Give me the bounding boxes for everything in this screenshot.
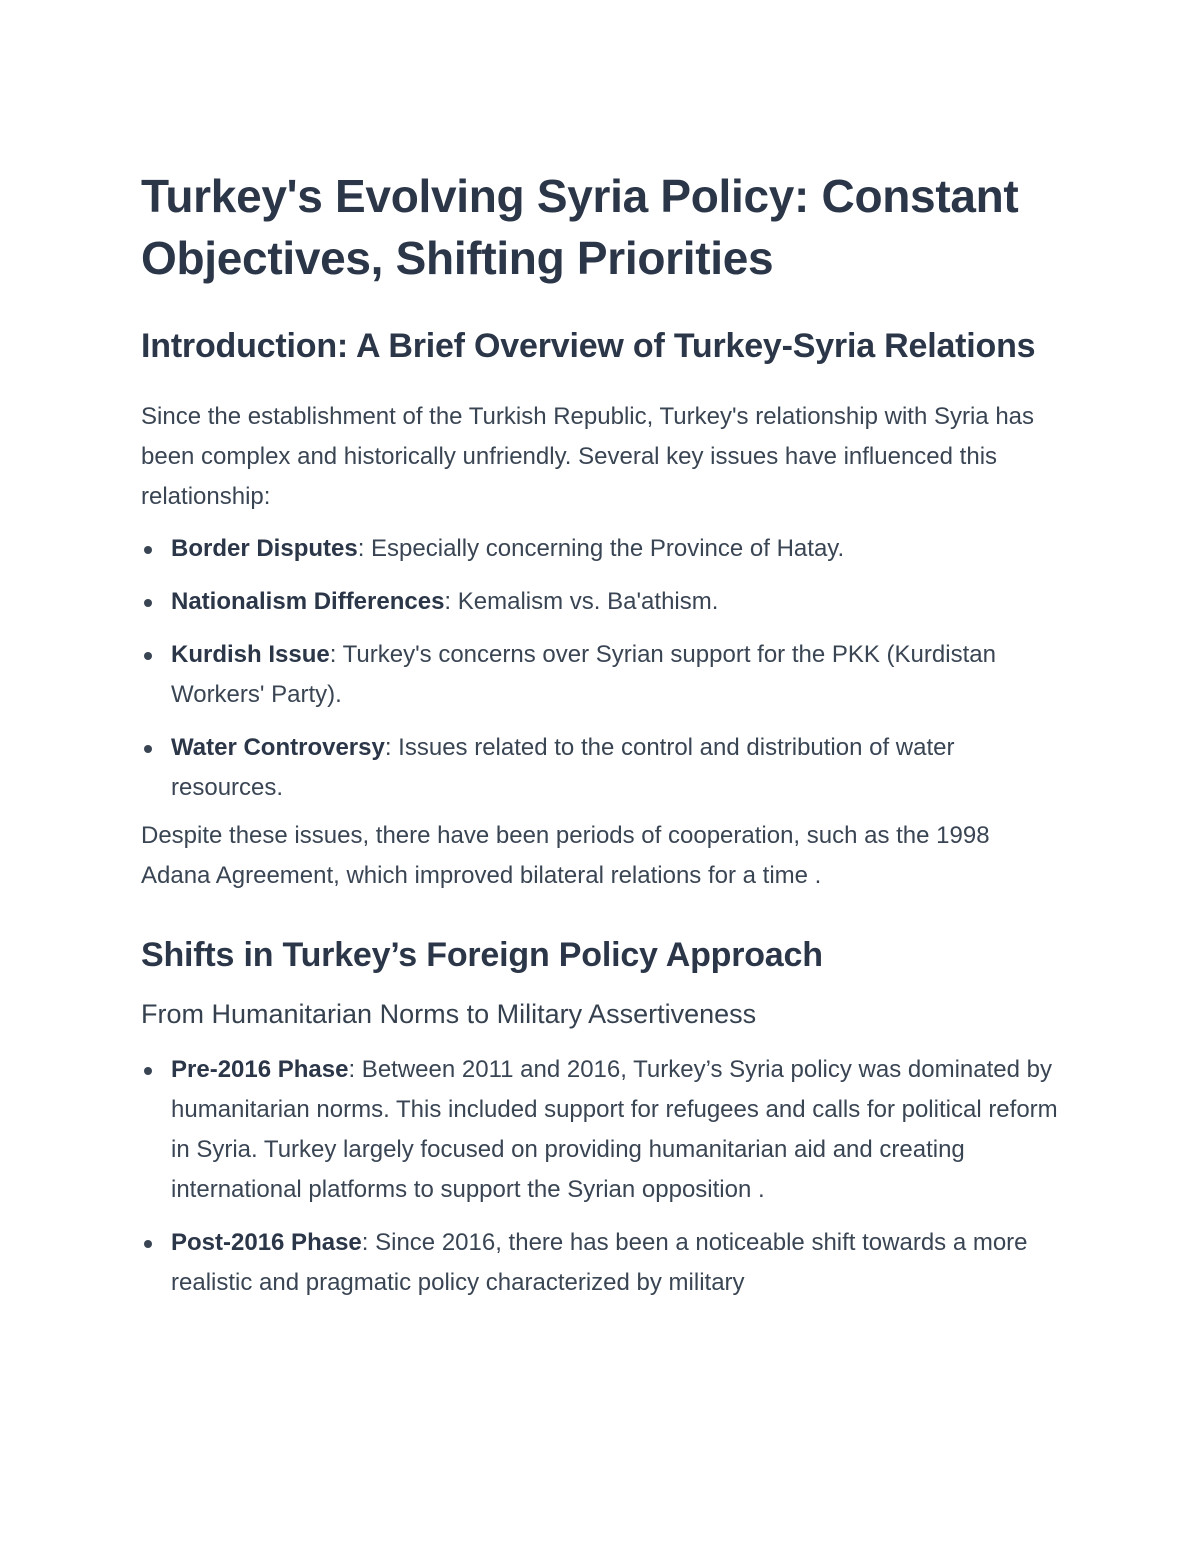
phases-list (141, 1050, 1061, 1303)
shifts-subheading: From Humanitarian Norms to Military Assertiveness (141, 999, 757, 1029)
shifts-heading: Shifts in Turkey’s Foreign Policy Approach (141, 936, 823, 974)
intro-closing-paragraph: Despite these issues, there have been periods of cooperation, such as the 1998 Adana Agreement, which improved bilateral relations for a time . (141, 822, 990, 889)
document-page (141, 165, 1061, 1303)
item-text: : Issues related to the control and distribution of water resources. (171, 734, 955, 801)
issues-list (141, 529, 1061, 808)
item-term: Pre-2016 Phase (171, 1056, 349, 1083)
list-item (141, 582, 1061, 622)
document-title: Turkey's Evolving Syria Policy: Constant Objectives, Shifting Priorities (141, 170, 1019, 284)
bullet-icon (144, 1067, 152, 1075)
item-term: Border Disputes (171, 535, 358, 562)
bullet-icon (144, 546, 152, 554)
item-text: : Between 2011 and 2016, Turkey’s Syria policy was dominated by humanitarian norms. This included support for refugees and calls for political reform in Syria. Turkey largely focused on providing humanitarian aid and creating international platforms to support the Syrian opposition . (171, 1056, 1058, 1203)
bullet-icon (144, 599, 152, 607)
item-term: Water Controversy (171, 734, 385, 761)
list-item (141, 1223, 1061, 1303)
bullet-icon (144, 745, 152, 753)
item-term: Post-2016 Phase (171, 1229, 362, 1256)
list-item (141, 1050, 1061, 1210)
item-term: Kurdish Issue (171, 641, 330, 668)
list-item (141, 635, 1061, 715)
item-text: : Turkey's concerns over Syrian support for the PKK (Kurdistan Workers' Party). (171, 641, 996, 708)
list-item (141, 728, 1061, 808)
intro-heading: Introduction: A Brief Overview of Turkey-Syria Relations (141, 327, 1036, 365)
item-text: : Kemalism vs. Ba'athism. (444, 588, 719, 615)
item-text: : Since 2016, there has been a noticeable shift towards a more realistic and pragmatic policy characterized by military (171, 1229, 1028, 1296)
item-text: : Especially concerning the Province of Hatay. (357, 535, 845, 562)
intro-paragraph: Since the establishment of the Turkish Republic, Turkey's relationship with Syria has been complex and historically unfriendly. Several key issues have influenced this relationship: (141, 403, 1035, 510)
bullet-icon (144, 652, 152, 660)
bullet-icon (144, 1240, 152, 1248)
list-item (141, 529, 1061, 569)
item-term: Nationalism Differences (171, 588, 445, 615)
